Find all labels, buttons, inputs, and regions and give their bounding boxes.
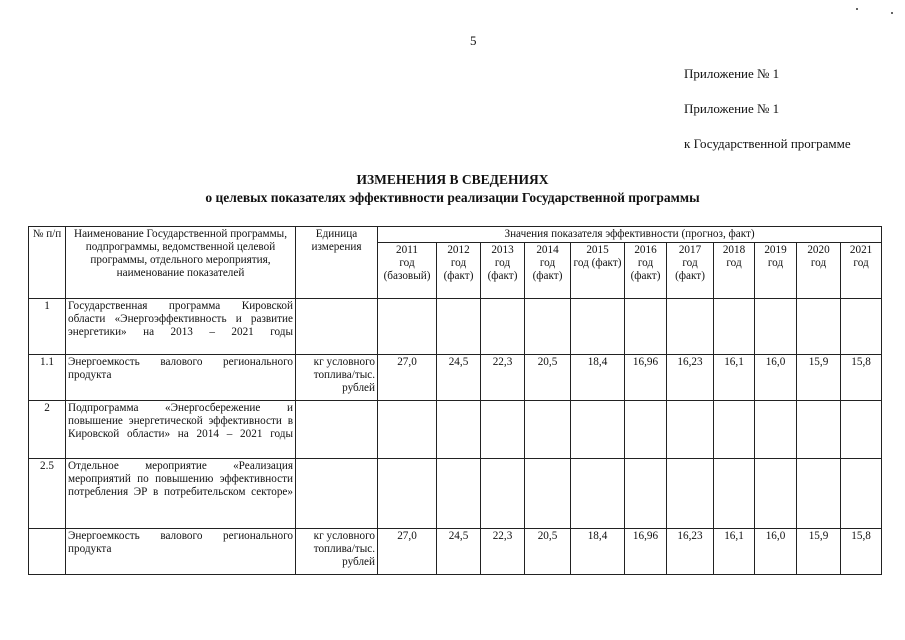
value-cell: [378, 458, 437, 528]
value-cell: 18,4: [571, 354, 625, 400]
header-year: 2021 год: [841, 242, 882, 298]
value-cell: 20,5: [525, 354, 571, 400]
header-values-group: Значения показателя эффективности (прогноз, факт): [378, 227, 882, 243]
row-num: 1.1: [29, 354, 66, 400]
value-cell: [625, 458, 667, 528]
page-number: 5: [470, 33, 477, 48]
value-cell: 20,5: [525, 528, 571, 574]
value-cell: [841, 458, 882, 528]
row-name: Подпрограмма «Энергосбережение и повышение энергетической эффективности в Кировской области» на 2014 – 2021 годы: [66, 400, 296, 458]
value-cell: [525, 458, 571, 528]
value-cell: [525, 400, 571, 458]
row-name: Государственная программа Кировской области «Энергоэффективность и развитие энергетики» на 2013 – 2021 годы: [66, 298, 296, 354]
value-cell: 18,4: [571, 528, 625, 574]
row-name: Энергоемкость валового регионального продукта: [66, 354, 296, 400]
value-cell: [667, 298, 714, 354]
value-cell: [481, 298, 525, 354]
row-unit: [296, 298, 378, 354]
value-cell: [571, 458, 625, 528]
header-year: 2011 год (базовый): [378, 242, 437, 298]
row-unit: [296, 458, 378, 528]
table-row: [29, 400, 882, 458]
table-row: [29, 354, 882, 400]
header-num: № п/п: [29, 227, 66, 299]
header-year: 2020 год: [797, 242, 841, 298]
value-cell: [797, 400, 841, 458]
row-num: 2.5: [29, 458, 66, 528]
value-cell: 16,1: [714, 354, 755, 400]
header-year: 2018 год: [714, 242, 755, 298]
header-year: 2017 год (факт): [667, 242, 714, 298]
value-cell: [755, 400, 797, 458]
value-cell: [714, 458, 755, 528]
value-cell: 16,96: [625, 528, 667, 574]
table-row: [29, 528, 882, 574]
value-cell: [797, 298, 841, 354]
value-cell: [667, 458, 714, 528]
row-unit: кг условного топлива/тыс. рублей: [296, 528, 378, 574]
value-cell: [525, 298, 571, 354]
value-cell: [481, 458, 525, 528]
value-cell: 15,8: [841, 354, 882, 400]
value-cell: [625, 400, 667, 458]
value-cell: [755, 458, 797, 528]
value-cell: [481, 400, 525, 458]
header-year: 2012 год (факт): [437, 242, 481, 298]
appendix-line-1: Приложение № 1: [684, 66, 780, 81]
appendix-line-2: Приложение № 1: [684, 101, 780, 116]
value-cell: 16,0: [755, 354, 797, 400]
value-cell: 24,5: [437, 354, 481, 400]
row-name: Энергоемкость валового регионального продукта: [66, 528, 296, 574]
indicators-table: [28, 226, 882, 575]
value-cell: 22,3: [481, 354, 525, 400]
row-unit: кг условного топлива/тыс. рублей: [296, 354, 378, 400]
row-num: 1: [29, 298, 66, 354]
value-cell: 15,9: [797, 528, 841, 574]
value-cell: 27,0: [378, 354, 437, 400]
value-cell: [571, 298, 625, 354]
table-row: [29, 298, 882, 354]
scan-speck: [856, 8, 858, 10]
value-cell: 16,23: [667, 528, 714, 574]
value-cell: 15,9: [797, 354, 841, 400]
value-cell: [437, 458, 481, 528]
row-num: [29, 528, 66, 574]
header-year: 2016 год (факт): [625, 242, 667, 298]
value-cell: [437, 400, 481, 458]
value-cell: 16,1: [714, 528, 755, 574]
row-num: 2: [29, 400, 66, 458]
document-title: ИЗМЕНЕНИЯ В СВЕДЕНИЯХ: [356, 172, 549, 187]
value-cell: [378, 400, 437, 458]
value-cell: [714, 298, 755, 354]
header-unit: Единица измерения: [296, 227, 378, 299]
value-cell: 27,0: [378, 528, 437, 574]
table-row: [29, 458, 882, 528]
value-cell: 15,8: [841, 528, 882, 574]
value-cell: 16,0: [755, 528, 797, 574]
value-cell: [841, 298, 882, 354]
value-cell: 22,3: [481, 528, 525, 574]
row-unit: [296, 400, 378, 458]
value-cell: [378, 298, 437, 354]
header-year: 2019 год: [755, 242, 797, 298]
scan-speck: [891, 12, 893, 14]
value-cell: [797, 458, 841, 528]
table-header-row: [29, 227, 882, 243]
value-cell: 16,96: [625, 354, 667, 400]
value-cell: [571, 400, 625, 458]
value-cell: [667, 400, 714, 458]
value-cell: 24,5: [437, 528, 481, 574]
row-name: Отдельное мероприятие «Реализация мероприятий по повышению эффективности потребления ЭР в потребительском секторе»: [66, 458, 296, 528]
document-subtitle: о целевых показателях эффективности реализации Государственной программы: [205, 190, 700, 205]
value-cell: 16,23: [667, 354, 714, 400]
header-year: 2013 год (факт): [481, 242, 525, 298]
header-year: 2014 год (факт): [525, 242, 571, 298]
appendix-line-3: к Государственной программе: [684, 136, 851, 151]
value-cell: [841, 400, 882, 458]
header-year: 2015 год (факт): [571, 242, 625, 298]
value-cell: [625, 298, 667, 354]
value-cell: [714, 400, 755, 458]
value-cell: [437, 298, 481, 354]
value-cell: [755, 298, 797, 354]
header-name: Наименование Государственной программы, подпрограммы, ведомственной целевой программы, отдельного мероприятия, наименование показателей: [66, 227, 296, 299]
